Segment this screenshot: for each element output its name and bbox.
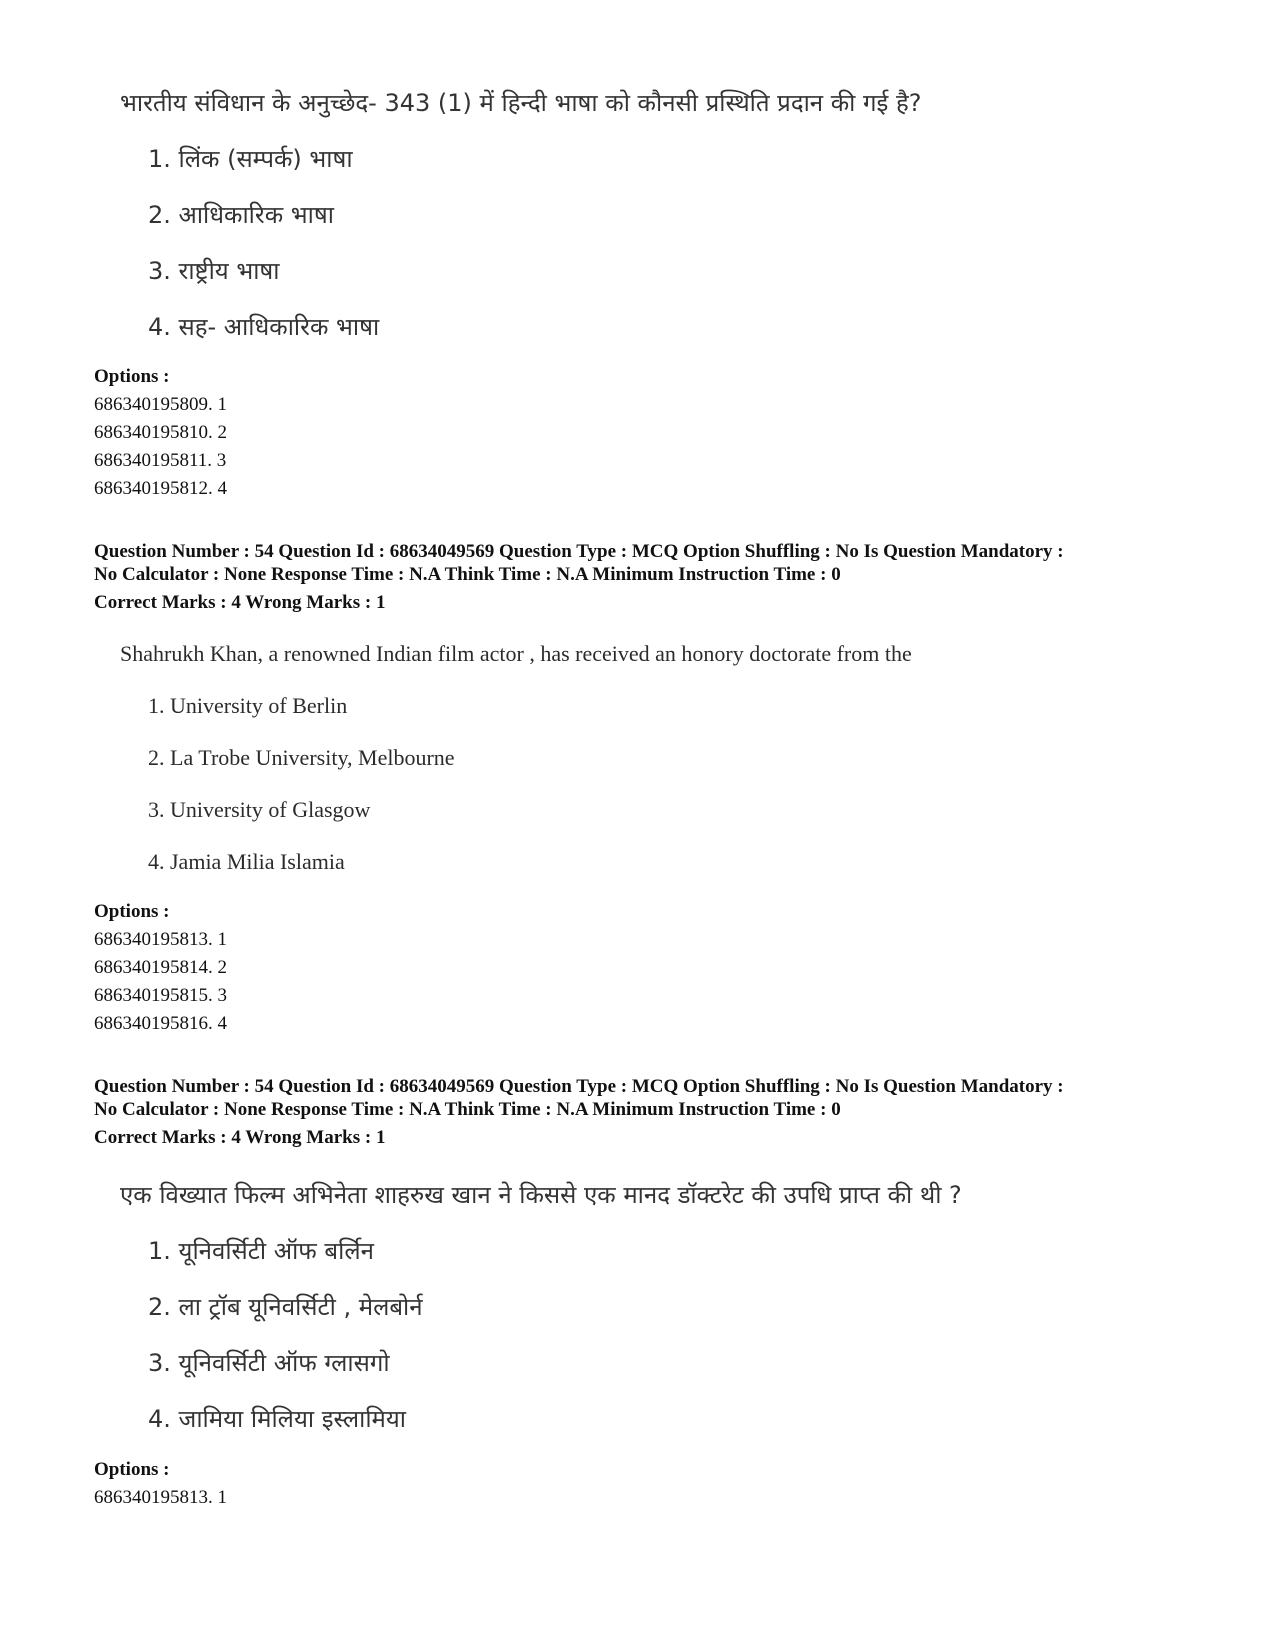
choice-item: 1. यूनिवर्सिटी ऑफ बर्लिन [148, 1237, 374, 1265]
choice-item: 4. Jamia Milia Islamia [148, 849, 345, 874]
options-label: Options : [94, 901, 170, 922]
options-label: Options : [94, 1459, 170, 1480]
choice-item: 3. राष्ट्रीय भाषा [148, 257, 280, 285]
option-line: 686340195810. 2 [94, 422, 227, 443]
option-line: 686340195809. 1 [94, 394, 227, 415]
choice-item: 3. यूनिवर्सिटी ऑफ ग्लासगो [148, 1349, 390, 1377]
marks-line: Correct Marks : 4 Wrong Marks : 1 [94, 592, 386, 613]
choice-item: 1. लिंक (सम्पर्क) भाषा [148, 145, 353, 173]
choice-item: 1. University of Berlin [148, 693, 348, 718]
option-line: 686340195815. 3 [94, 985, 227, 1006]
question-text: एक विख्यात फिल्म अभिनेता शाहरुख खान ने किससे एक मानद डॉक्टरेट की उपधि प्राप्त की थी ? [120, 1181, 962, 1209]
option-line: 686340195811. 3 [94, 450, 227, 471]
choice-item: 4. सह- आधिकारिक भाषा [148, 313, 380, 341]
marks-line: Correct Marks : 4 Wrong Marks : 1 [94, 1127, 386, 1148]
choice-item: 3. University of Glasgow [148, 797, 371, 822]
option-line: 686340195812. 4 [94, 478, 227, 499]
choice-item: 2. आधिकारिक भाषा [148, 201, 334, 229]
question-meta-line: No Calculator : None Response Time : N.A Think Time : N.A Minimum Instruction Time : 0 [94, 564, 841, 585]
question-meta-line: Question Number : 54 Question Id : 68634049569 Question Type : MCQ Option Shuffling : No Is Question Mandatory : [94, 541, 1064, 562]
question-meta-line: No Calculator : None Response Time : N.A Think Time : N.A Minimum Instruction Time : 0 [94, 1099, 841, 1120]
option-line: 686340195813. 1 [94, 1487, 227, 1508]
option-line: 686340195816. 4 [94, 1013, 227, 1034]
question-text: Shahrukh Khan, a renowned Indian film actor , has received an honory doctorate from the [120, 641, 912, 666]
choice-item: 4. जामिया मिलिया इस्लामिया [148, 1405, 407, 1433]
question-text: भारतीय संविधान के अनुच्छेद- 343 (1) में हिन्दी भाषा को कौनसी प्रस्थिति प्रदान की गई है? [120, 89, 922, 117]
option-line: 686340195814. 2 [94, 957, 227, 978]
choice-item: 2. ला ट्रॉब यूनिवर्सिटी , मेलबोर्न [148, 1293, 423, 1321]
options-label: Options : [94, 366, 170, 387]
option-line: 686340195813. 1 [94, 929, 227, 950]
choice-item: 2. La Trobe University, Melbourne [148, 745, 455, 770]
question-meta-line: Question Number : 54 Question Id : 68634049569 Question Type : MCQ Option Shuffling : No Is Question Mandatory : [94, 1076, 1064, 1097]
